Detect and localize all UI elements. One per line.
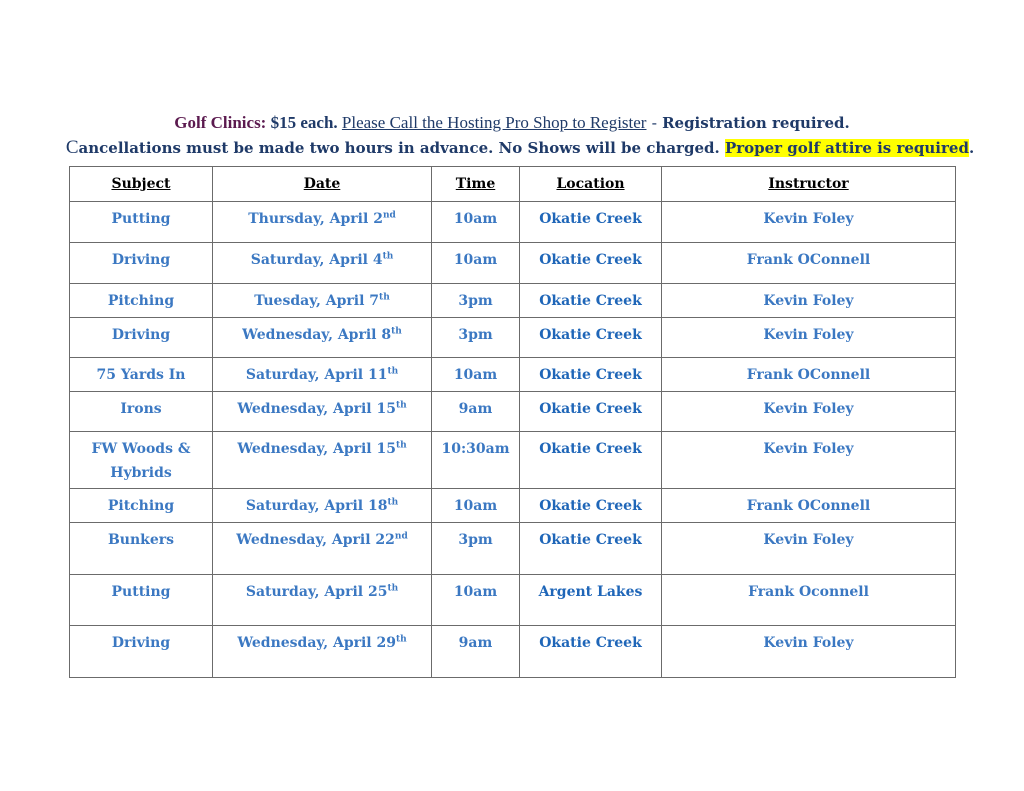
table-row [70, 318, 956, 358]
time-cell: 10am [432, 358, 520, 392]
table-body [70, 202, 956, 678]
date-cell [213, 358, 432, 392]
instructor-cell: Kevin Foley [662, 626, 956, 678]
time-cell: 9am [432, 626, 520, 678]
time-cell: 3pm [432, 523, 520, 575]
table-row [70, 358, 956, 392]
location-cell: Okatie Creek [520, 432, 662, 489]
location-cell: Argent Lakes [520, 575, 662, 626]
date-cell [213, 575, 432, 626]
date-text: Saturday, April 11 [245, 367, 388, 383]
location-cell: Okatie Creek [520, 284, 662, 318]
date-ordinal-suffix: th [387, 583, 399, 594]
subject-cell: 75 Yards In [70, 358, 213, 392]
subject-cell: Bunkers [70, 523, 213, 575]
clinics-label: Golf Clinics: [174, 113, 267, 132]
cancellation-policy-line [8, 137, 1024, 159]
instructor-cell: Frank OConnell [662, 358, 956, 392]
subject-cell: Driving [70, 243, 213, 284]
date-ordinal-suffix: th [395, 400, 407, 411]
subject-cell: Pitching [70, 489, 213, 523]
date-cell [213, 432, 432, 489]
column-header-location: Location [520, 167, 662, 202]
date-text: Saturday, April 4 [250, 252, 383, 268]
date-cell [213, 489, 432, 523]
date-text: Thursday, April 2 [248, 211, 383, 227]
table-row [70, 202, 956, 243]
table-row [70, 575, 956, 626]
time-cell: 10am [432, 575, 520, 626]
date-text: Wednesday, April 15 [237, 441, 396, 457]
instructor-cell: Kevin Foley [662, 523, 956, 575]
date-ordinal-suffix: th [395, 440, 407, 451]
subject-cell: Putting [70, 202, 213, 243]
date-ordinal-suffix: th [387, 497, 399, 508]
time-cell: 10am [432, 202, 520, 243]
date-cell [213, 202, 432, 243]
location-cell: Okatie Creek [520, 392, 662, 432]
date-cell [213, 318, 432, 358]
table-row [70, 284, 956, 318]
instructor-cell: Frank OConnell [662, 243, 956, 284]
subject-cell: Pitching [70, 284, 213, 318]
location-cell: Okatie Creek [520, 243, 662, 284]
location-cell: Okatie Creek [520, 523, 662, 575]
clinic-schedule-table [69, 166, 956, 678]
table-row [70, 392, 956, 432]
location-cell: Okatie Creek [520, 318, 662, 358]
date-cell [213, 284, 432, 318]
date-cell [213, 243, 432, 284]
date-ordinal-suffix: th [379, 292, 390, 303]
date-text: Tuesday, April 7 [254, 293, 380, 309]
price-text: $15 each. [266, 113, 342, 132]
location-cell: Okatie Creek [520, 626, 662, 678]
instructor-cell: Kevin Foley [662, 392, 956, 432]
instructor-cell: Frank OConnell [662, 489, 956, 523]
time-cell: 10:30am [432, 432, 520, 489]
subject-cell: Irons [70, 392, 213, 432]
table-row [70, 432, 956, 489]
date-cell [213, 523, 432, 575]
table-header-row [70, 167, 956, 202]
date-ordinal-suffix: th [387, 366, 399, 377]
date-cell [213, 392, 432, 432]
instructor-cell: Frank Oconnell [662, 575, 956, 626]
date-ordinal-suffix: th [391, 326, 402, 337]
subject-cell: Putting [70, 575, 213, 626]
time-cell: 3pm [432, 318, 520, 358]
instructor-cell: Kevin Foley [662, 432, 956, 489]
table-row [70, 523, 956, 575]
instructor-cell: Kevin Foley [662, 202, 956, 243]
time-cell: 3pm [432, 284, 520, 318]
subject-cell: Driving [70, 626, 213, 678]
instructor-cell: Kevin Foley [662, 284, 956, 318]
table-row [70, 626, 956, 678]
subject-cell: Driving [70, 318, 213, 358]
register-link[interactable]: Please Call the Hosting Pro Shop to Register [341, 113, 647, 132]
column-header-date: Date [213, 167, 432, 202]
date-text: Wednesday, April 8 [242, 327, 392, 343]
date-cell [213, 626, 432, 678]
column-header-time: Time [432, 167, 520, 202]
date-text: Saturday, April 18 [245, 498, 388, 514]
clinic-info-line [0, 113, 1024, 133]
location-cell: Okatie Creek [520, 202, 662, 243]
column-header-instructor: Instructor [662, 167, 956, 202]
table-row [70, 489, 956, 523]
cancellation-text: ancellations must be made two hours in advance. No Shows will be charged. [78, 139, 725, 157]
date-ordinal-suffix: th [382, 251, 394, 262]
location-cell: Okatie Creek [520, 489, 662, 523]
location-cell: Okatie Creek [520, 358, 662, 392]
date-text: Saturday, April 25 [245, 584, 388, 600]
date-text: Wednesday, April 22 [236, 532, 395, 548]
time-cell: 9am [432, 392, 520, 432]
date-ordinal-suffix: nd [394, 531, 408, 542]
cancellation-initial: C [65, 137, 79, 158]
table-row [70, 243, 956, 284]
date-text: Wednesday, April 15 [237, 401, 396, 417]
instructor-cell: Kevin Foley [662, 318, 956, 358]
date-text: Wednesday, April 29 [237, 635, 396, 651]
subject-cell: FW Woods & Hybrids [70, 432, 213, 489]
date-ordinal-suffix: nd [382, 210, 396, 221]
time-cell: 10am [432, 489, 520, 523]
date-ordinal-suffix: th [395, 634, 407, 645]
registration-required-text: Registration required. [662, 114, 850, 132]
time-cell: 10am [432, 243, 520, 284]
attire-highlight: Proper golf attire is required [724, 139, 969, 157]
separator-dash: - [646, 113, 663, 132]
attire-period: . [968, 139, 975, 157]
column-header-subject: Subject [70, 167, 213, 202]
